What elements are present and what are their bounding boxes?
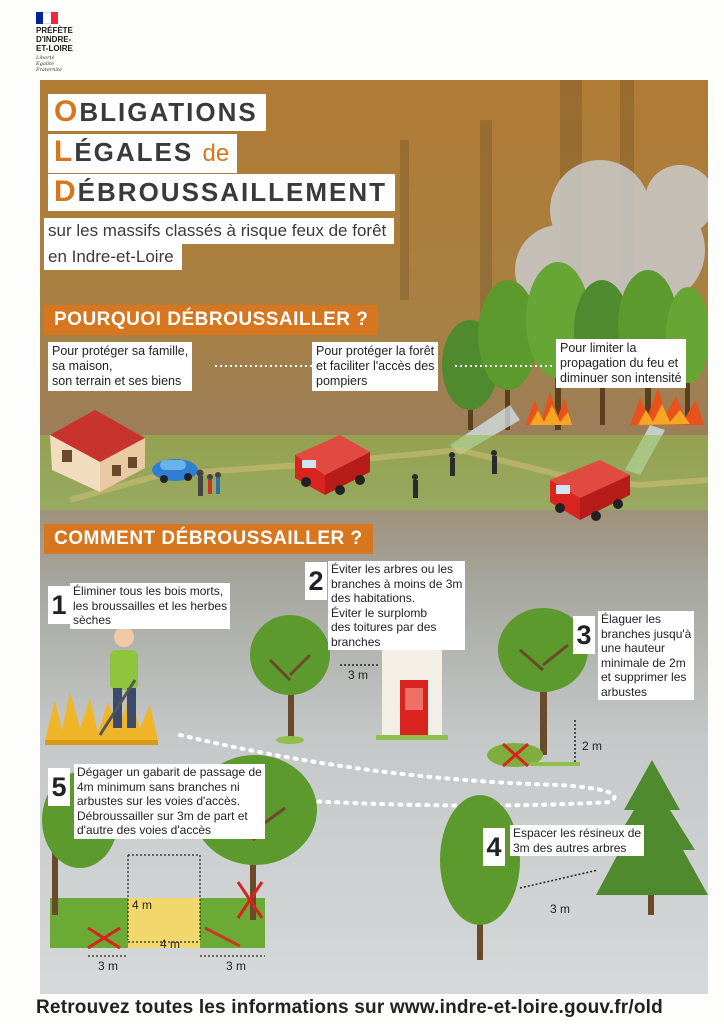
tree-near-house-illustration	[250, 615, 330, 744]
title-line-1: OBLIGATIONS	[48, 94, 266, 131]
dimension-conifer-spacing: 3 m	[550, 902, 571, 916]
conifer-spacing-illustration	[440, 760, 708, 960]
worker-brushcutter-illustration	[45, 622, 158, 746]
dimension-passage-height: 4 m	[132, 898, 153, 912]
reason-family: Pour protéger sa famille, sa maison, son terrain et ses biens	[48, 342, 192, 391]
dimension-branch-height: 2 m	[582, 739, 603, 753]
step-2-text: Éviter les arbres ou les branches à moins de 3m des habitations. Éviter le surplomb des toitures par des branches	[328, 561, 465, 650]
dimension-side-left: 3 m	[98, 959, 119, 973]
footer-info-link[interactable]: Retrouvez toutes les informations sur www.indre-et-loire.gouv.fr/old	[36, 997, 663, 1018]
how-heading: COMMENT DÉBROUSSAILLER ?	[44, 524, 373, 554]
prefecture-logo	[36, 12, 96, 73]
poster	[40, 80, 708, 994]
step-1-text: Éliminer tous les bois morts, les broussailles et les herbes sèches	[70, 583, 230, 629]
title-line-2: LÉGALES de	[48, 134, 237, 173]
step-3-text: Élaguer les branches jusqu'à une hauteur minimale de 2m et supprimer les arbustes	[598, 611, 694, 700]
why-heading: POURQUOI DÉBROUSSAILLER ?	[44, 305, 378, 335]
reason-forest: Pour protéger la forêt et faciliter l'accès des pompiers	[312, 342, 438, 391]
dimension-house-distance: 3 m	[348, 668, 369, 682]
republic-motto: Liberté Égalité Fraternité	[36, 55, 62, 73]
step-3-number: 3	[573, 616, 595, 654]
dimension-passage-width: 4 m	[160, 937, 181, 951]
step-4-number: 4	[483, 828, 505, 866]
prefecture-name: PRÉFÈTE D'INDRE- ET-LOIRE	[36, 26, 73, 53]
step-5-number: 5	[48, 768, 70, 806]
fire-flames	[525, 388, 704, 425]
reason-fire: Pour limiter la propagation du feu et diminuer son intensité	[556, 339, 686, 388]
subtitle-line-2: en Indre-et-Loire	[44, 244, 182, 270]
step-1-number: 1	[48, 586, 70, 624]
step-2-number: 2	[305, 562, 327, 600]
french-flag-icon	[36, 12, 58, 24]
step-5-text: Dégager un gabarit de passage de 4m minimum sans branches ni arbustes sur les voies d'accès. Débroussailler sur 3m de part et d'autre des voies d'accès	[74, 764, 265, 839]
subtitle-line-1: sur les massifs classés à risque feux de forêt	[44, 218, 394, 244]
step-4-text: Espacer les résineux de 3m des autres arbres	[510, 825, 644, 856]
title-line-3: DÉBROUSSAILLEMENT	[48, 174, 395, 211]
dimension-side-right: 3 m	[226, 959, 247, 973]
